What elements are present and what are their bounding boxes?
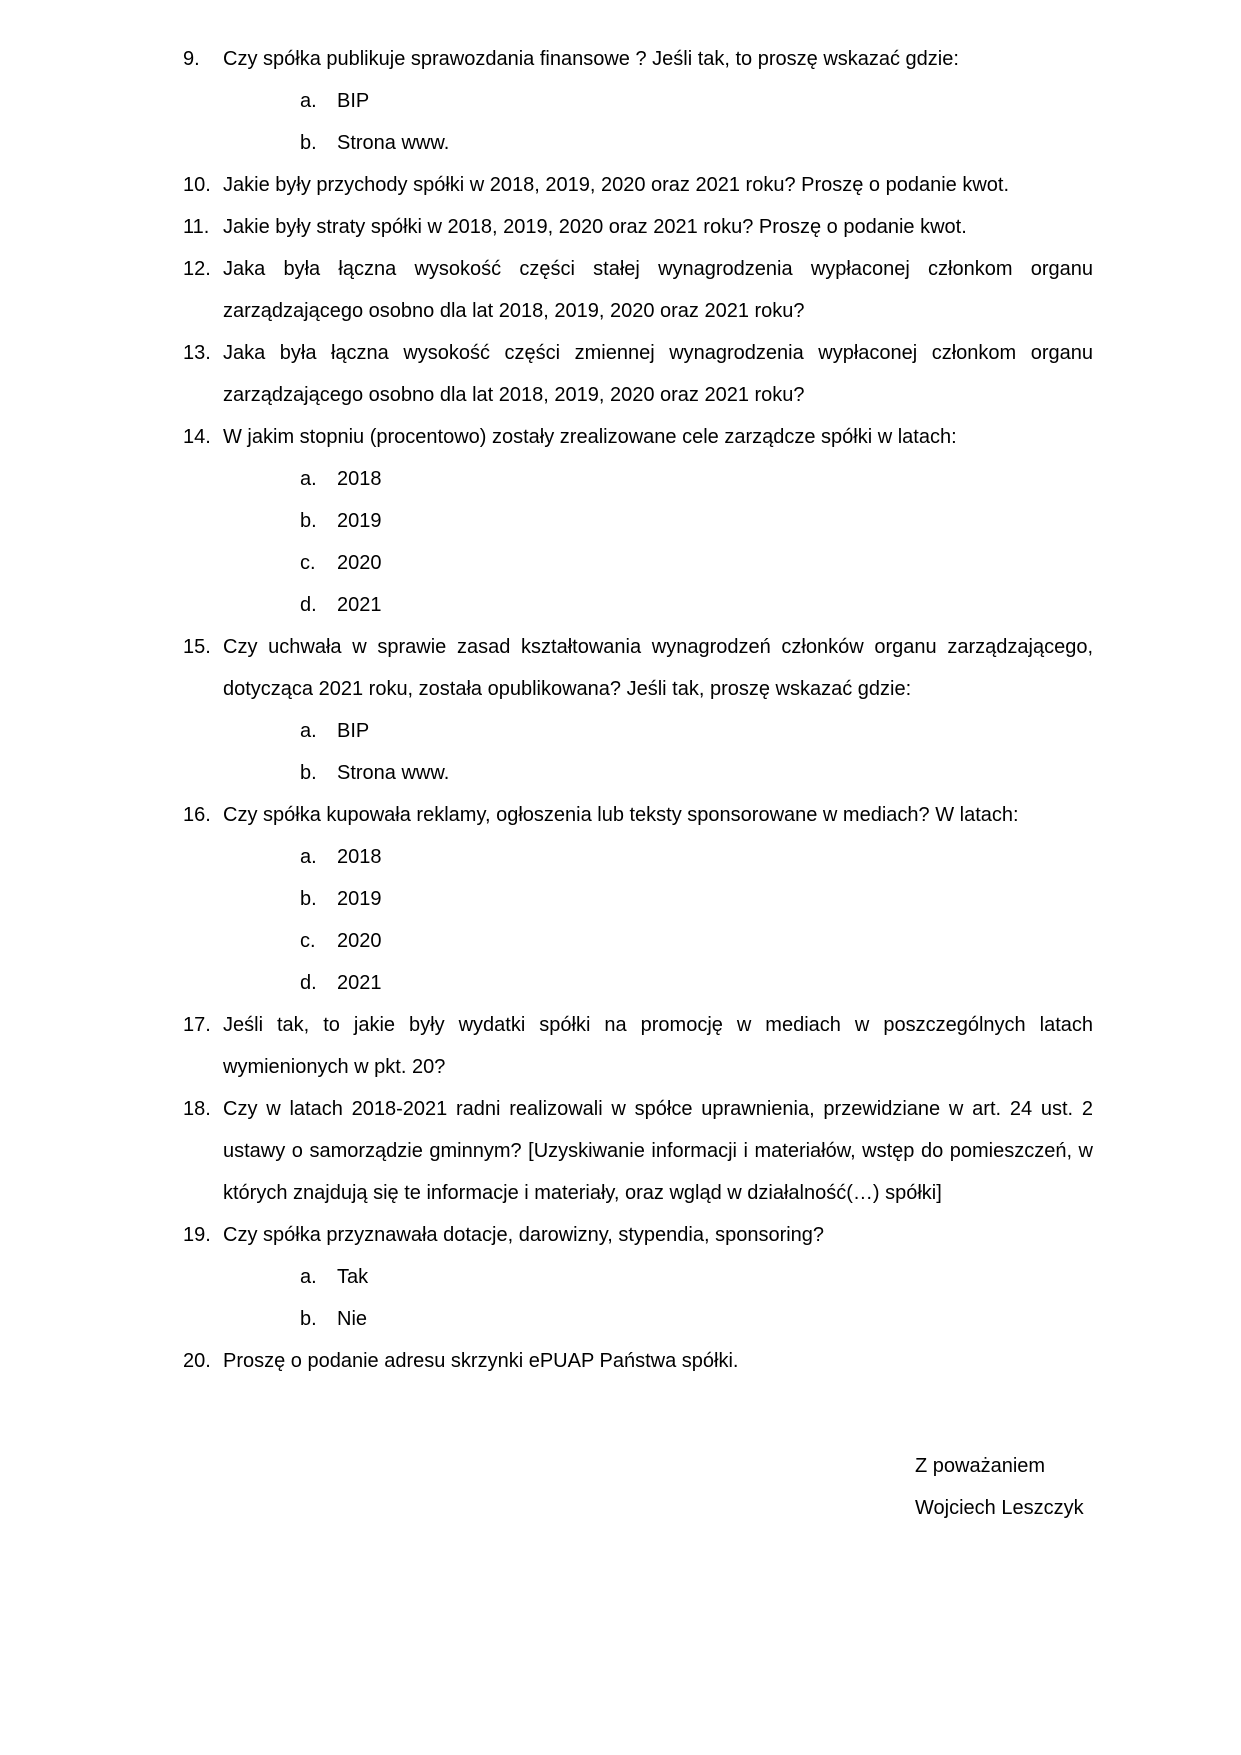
option-letter: b. — [300, 510, 317, 532]
option-item — [223, 500, 1093, 542]
question-text: Czy w latach 2018-2021 radni realizowali w spółce uprawnienia, przewidziane w art. 24 ust. 2 ustawy o samorządzie gminnym? [Uzyskiwanie informacji i materiałów, wstęp do pomieszczeń, w których znajdują się te informacje i materiały, oraz wgląd w działalność(…) spółki] — [223, 1098, 1093, 1204]
question-item — [183, 332, 1093, 416]
question-number: 17. — [183, 1014, 211, 1036]
question-text: W jakim stopniu (procentowo) zostały zrealizowane cele zarządcze spółki w latach: — [223, 426, 957, 448]
option-text: Strona www. — [337, 132, 450, 154]
option-item — [223, 752, 1093, 794]
question-number: 10. — [183, 174, 211, 196]
option-text: 2018 — [337, 468, 382, 490]
option-letter: b. — [300, 888, 317, 910]
question-text: Czy spółka publikuje sprawozdania finansowe ? Jeśli tak, to proszę wskazać gdzie: — [223, 48, 959, 70]
option-item — [223, 584, 1093, 626]
closing-block — [915, 1445, 1084, 1529]
option-item — [223, 122, 1093, 164]
question-number: 9. — [183, 48, 200, 70]
option-text: Nie — [337, 1308, 368, 1330]
question-item — [183, 164, 1093, 206]
question-text: Jeśli tak, to jakie były wydatki spółki na promocję w mediach w poszczególnych latach wymienionych w pkt. 20? — [223, 1014, 1093, 1078]
option-text: 2018 — [337, 846, 382, 868]
option-text: 2019 — [337, 888, 382, 910]
option-text: 2020 — [337, 930, 382, 952]
option-letter: d. — [300, 594, 317, 616]
question-number: 12. — [183, 258, 211, 280]
signature-name: Wojciech Leszczyk — [915, 1497, 1084, 1519]
question-number: 19. — [183, 1224, 211, 1246]
question-item — [183, 794, 1093, 1004]
option-item — [223, 1298, 1093, 1340]
question-item — [183, 248, 1093, 332]
question-text: Czy spółka kupowała reklamy, ogłoszenia lub teksty sponsorowane w mediach? W latach: — [223, 804, 1019, 826]
option-text: BIP — [337, 90, 370, 112]
option-item — [223, 836, 1093, 878]
option-letter: a. — [300, 468, 317, 490]
option-list — [223, 710, 1093, 794]
question-number: 11. — [183, 216, 210, 238]
option-item — [223, 80, 1093, 122]
option-list — [223, 458, 1093, 626]
question-item — [183, 1340, 1093, 1382]
option-letter: a. — [300, 846, 317, 868]
option-letter: d. — [300, 972, 317, 994]
question-number: 13. — [183, 342, 211, 364]
option-item — [223, 458, 1093, 500]
question-item — [183, 1088, 1093, 1214]
question-item — [183, 626, 1093, 794]
option-text: 2019 — [337, 510, 382, 532]
question-item — [183, 1004, 1093, 1088]
option-letter: c. — [300, 930, 316, 952]
option-text: 2021 — [337, 972, 382, 994]
question-text: Jakie były straty spółki w 2018, 2019, 2020 oraz 2021 roku? Proszę o podanie kwot. — [223, 216, 967, 238]
question-number: 18. — [183, 1098, 211, 1120]
option-item — [223, 962, 1093, 1004]
option-item — [223, 710, 1093, 752]
question-text: Jakie były przychody spółki w 2018, 2019, 2020 oraz 2021 roku? Proszę o podanie kwot. — [223, 174, 1010, 196]
question-number: 20. — [183, 1350, 211, 1372]
option-item — [223, 1256, 1093, 1298]
option-letter: c. — [300, 552, 316, 574]
option-letter: b. — [300, 762, 317, 784]
question-text: Jaka była łączna wysokość części stałej wynagrodzenia wypłaconej członkom organu zarządzającego osobno dla lat 2018, 2019, 2020 oraz 2021 roku? — [223, 258, 1093, 322]
option-item — [223, 878, 1093, 920]
option-text: Strona www. — [337, 762, 450, 784]
option-item — [223, 920, 1093, 962]
question-text: Proszę o podanie adresu skrzynki ePUAP Państwa spółki. — [223, 1350, 739, 1372]
option-letter: a. — [300, 720, 317, 742]
question-number: 14. — [183, 426, 211, 448]
question-text: Jaka była łączna wysokość części zmiennej wynagrodzenia wypłaconej członkom organu zarządzającego osobno dla lat 2018, 2019, 2020 oraz 2021 roku? — [223, 342, 1093, 406]
option-letter: b. — [300, 1308, 317, 1330]
option-text: 2021 — [337, 594, 382, 616]
option-item — [223, 542, 1093, 584]
question-item — [183, 206, 1093, 248]
question-item — [183, 1214, 1093, 1340]
option-text: Tak — [337, 1266, 369, 1288]
option-text: 2020 — [337, 552, 382, 574]
option-letter: b. — [300, 132, 317, 154]
option-letter: a. — [300, 1266, 317, 1288]
option-list — [223, 1256, 1093, 1340]
question-item — [183, 416, 1093, 626]
option-list — [223, 80, 1093, 164]
question-number: 15. — [183, 636, 211, 658]
option-list — [223, 836, 1093, 1004]
question-number: 16. — [183, 804, 211, 826]
question-text: Czy spółka przyznawała dotacje, darowizny, stypendia, sponsoring? — [223, 1224, 825, 1246]
option-text: BIP — [337, 720, 370, 742]
question-text: Czy uchwała w sprawie zasad kształtowania wynagrodzeń członków organu zarządzającego, dotycząca 2021 roku, została opublikowana? Jeśli tak, proszę wskazać gdzie: — [223, 636, 1093, 700]
question-list — [183, 38, 1093, 1382]
question-item — [183, 38, 1093, 164]
option-letter: a. — [300, 90, 317, 112]
closing-greeting: Z poważaniem — [915, 1455, 1046, 1477]
